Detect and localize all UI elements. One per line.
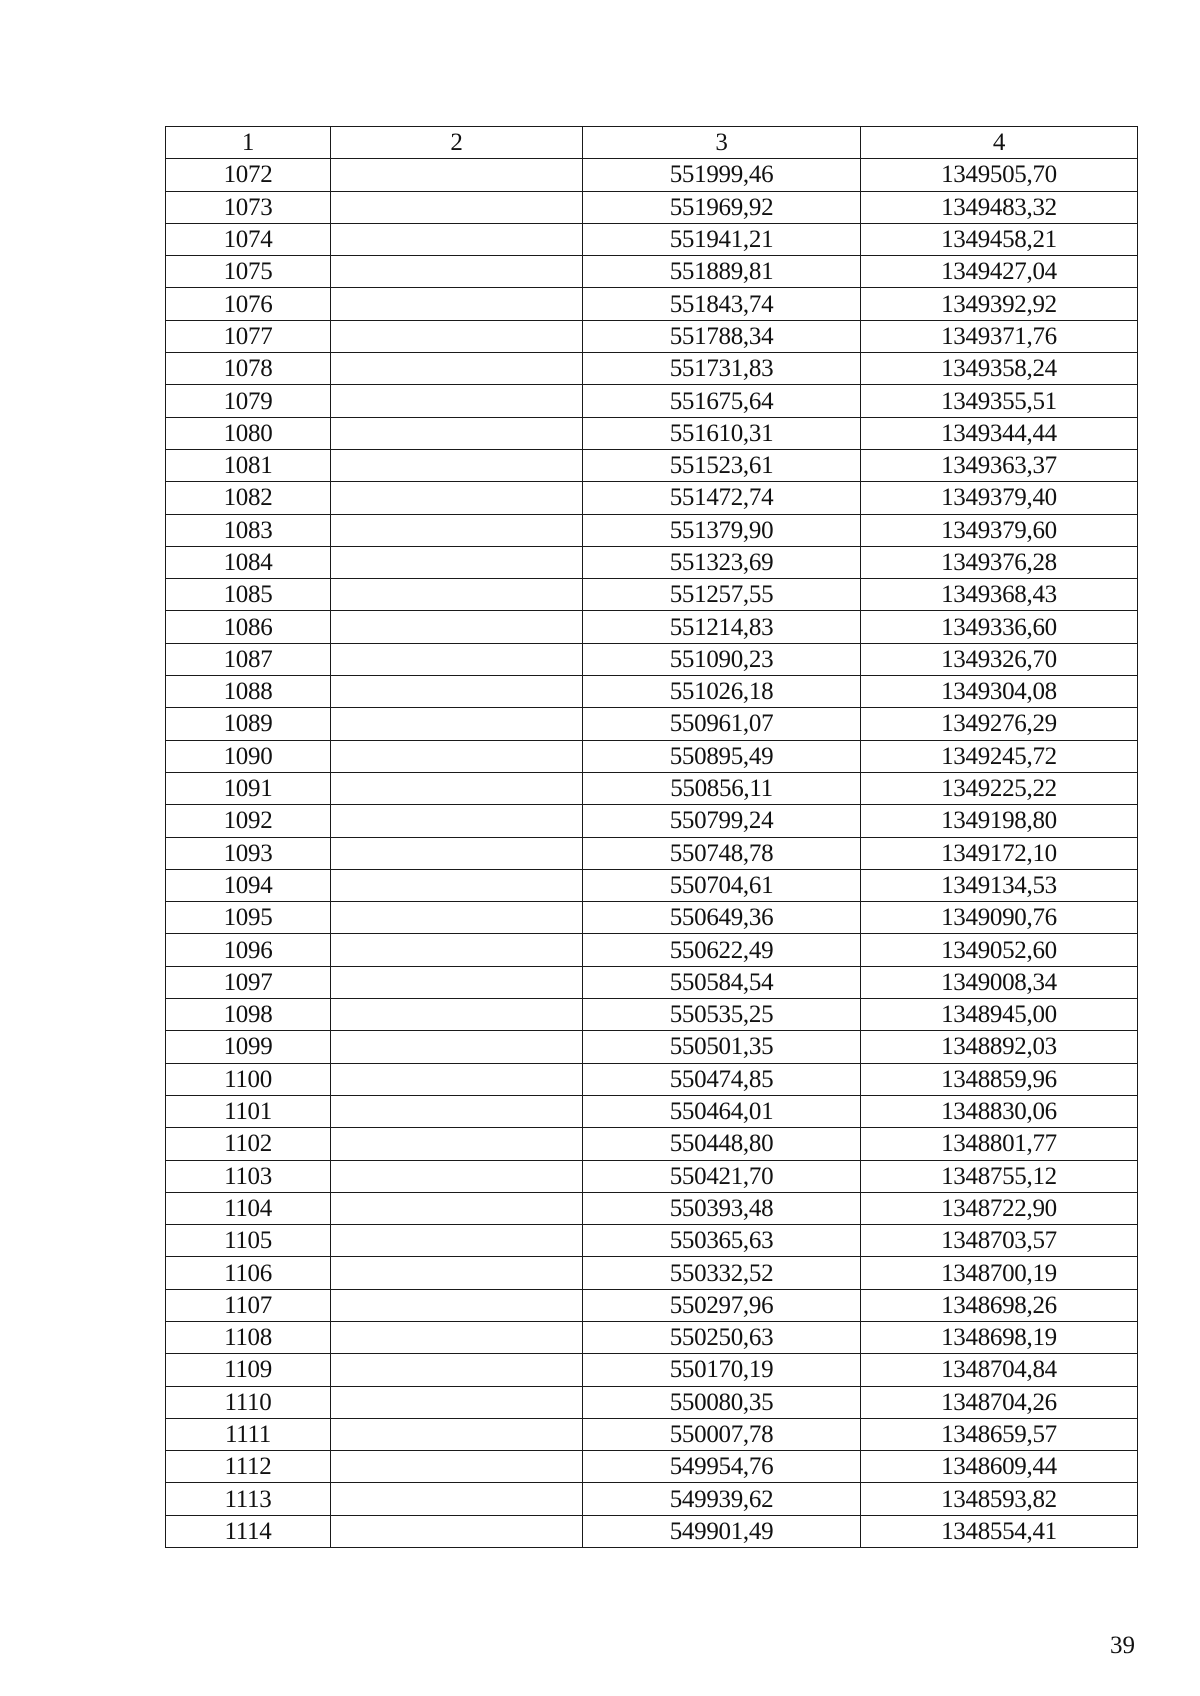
coordinates-table bbox=[165, 126, 1138, 1548]
description-cell bbox=[331, 966, 583, 998]
x-coordinate-cell: 550799,24 bbox=[583, 805, 861, 837]
table-row bbox=[166, 1128, 1138, 1160]
point-number-cell: 1084 bbox=[166, 546, 331, 578]
table-row bbox=[166, 999, 1138, 1031]
point-number-cell: 1114 bbox=[166, 1515, 331, 1547]
x-coordinate-cell: 550535,25 bbox=[583, 999, 861, 1031]
point-number-cell: 1085 bbox=[166, 579, 331, 611]
x-coordinate-cell: 551788,34 bbox=[583, 320, 861, 352]
x-coordinate-cell: 550365,63 bbox=[583, 1225, 861, 1257]
point-number-cell: 1111 bbox=[166, 1418, 331, 1450]
y-coordinate-cell: 1349355,51 bbox=[861, 385, 1138, 417]
description-cell bbox=[331, 837, 583, 869]
y-coordinate-cell: 1348593,82 bbox=[861, 1483, 1138, 1515]
table-row bbox=[166, 1354, 1138, 1386]
x-coordinate-cell: 550584,54 bbox=[583, 966, 861, 998]
y-coordinate-cell: 1349358,24 bbox=[861, 353, 1138, 385]
table-row bbox=[166, 256, 1138, 288]
point-number-cell: 1107 bbox=[166, 1289, 331, 1321]
table-row bbox=[166, 191, 1138, 223]
description-cell bbox=[331, 934, 583, 966]
point-number-cell: 1110 bbox=[166, 1386, 331, 1418]
point-number-cell: 1077 bbox=[166, 320, 331, 352]
description-cell bbox=[331, 902, 583, 934]
point-number-cell: 1094 bbox=[166, 869, 331, 901]
point-number-cell: 1105 bbox=[166, 1225, 331, 1257]
y-coordinate-cell: 1349304,08 bbox=[861, 676, 1138, 708]
x-coordinate-cell: 551999,46 bbox=[583, 159, 861, 191]
table-row bbox=[166, 902, 1138, 934]
description-cell bbox=[331, 676, 583, 708]
point-number-cell: 1093 bbox=[166, 837, 331, 869]
point-number-cell: 1112 bbox=[166, 1451, 331, 1483]
table-row bbox=[166, 579, 1138, 611]
description-cell bbox=[331, 772, 583, 804]
x-coordinate-cell: 549939,62 bbox=[583, 1483, 861, 1515]
x-coordinate-cell: 550856,11 bbox=[583, 772, 861, 804]
x-coordinate-cell: 551026,18 bbox=[583, 676, 861, 708]
table-row bbox=[166, 417, 1138, 449]
point-number-cell: 1106 bbox=[166, 1257, 331, 1289]
table-row bbox=[166, 611, 1138, 643]
y-coordinate-cell: 1348698,19 bbox=[861, 1321, 1138, 1353]
table-row bbox=[166, 676, 1138, 708]
x-coordinate-cell: 551472,74 bbox=[583, 482, 861, 514]
point-number-cell: 1082 bbox=[166, 482, 331, 514]
table-row bbox=[166, 740, 1138, 772]
y-coordinate-cell: 1349198,80 bbox=[861, 805, 1138, 837]
x-coordinate-cell: 551675,64 bbox=[583, 385, 861, 417]
x-coordinate-cell: 551214,83 bbox=[583, 611, 861, 643]
x-coordinate-cell: 550464,01 bbox=[583, 1095, 861, 1127]
point-number-cell: 1073 bbox=[166, 191, 331, 223]
description-cell bbox=[331, 1321, 583, 1353]
x-coordinate-cell: 551090,23 bbox=[583, 643, 861, 675]
description-cell bbox=[331, 256, 583, 288]
description-cell bbox=[331, 223, 583, 255]
header-cell-4: 4 bbox=[861, 127, 1138, 159]
y-coordinate-cell: 1349090,76 bbox=[861, 902, 1138, 934]
table-row bbox=[166, 1063, 1138, 1095]
table-row bbox=[166, 966, 1138, 998]
description-cell bbox=[331, 1418, 583, 1450]
table-row bbox=[166, 1418, 1138, 1450]
description-cell bbox=[331, 320, 583, 352]
y-coordinate-cell: 1348722,90 bbox=[861, 1192, 1138, 1224]
description-cell bbox=[331, 1515, 583, 1547]
table-row bbox=[166, 546, 1138, 578]
table-row bbox=[166, 1160, 1138, 1192]
y-coordinate-cell: 1348859,96 bbox=[861, 1063, 1138, 1095]
description-cell bbox=[331, 482, 583, 514]
description-cell bbox=[331, 1289, 583, 1321]
y-coordinate-cell: 1349483,32 bbox=[861, 191, 1138, 223]
description-cell bbox=[331, 1451, 583, 1483]
x-coordinate-cell: 551323,69 bbox=[583, 546, 861, 578]
y-coordinate-cell: 1348755,12 bbox=[861, 1160, 1138, 1192]
y-coordinate-cell: 1349245,72 bbox=[861, 740, 1138, 772]
table-row bbox=[166, 934, 1138, 966]
y-coordinate-cell: 1349276,29 bbox=[861, 708, 1138, 740]
table-row bbox=[166, 1451, 1138, 1483]
table-row bbox=[166, 837, 1138, 869]
point-number-cell: 1076 bbox=[166, 288, 331, 320]
x-coordinate-cell: 550961,07 bbox=[583, 708, 861, 740]
x-coordinate-cell: 549954,76 bbox=[583, 1451, 861, 1483]
x-coordinate-cell: 551889,81 bbox=[583, 256, 861, 288]
header-cell-2: 2 bbox=[331, 127, 583, 159]
y-coordinate-cell: 1349427,04 bbox=[861, 256, 1138, 288]
table-row bbox=[166, 288, 1138, 320]
table-row bbox=[166, 449, 1138, 481]
x-coordinate-cell: 550007,78 bbox=[583, 1418, 861, 1450]
point-number-cell: 1096 bbox=[166, 934, 331, 966]
y-coordinate-cell: 1348704,26 bbox=[861, 1386, 1138, 1418]
table-row bbox=[166, 1031, 1138, 1063]
x-coordinate-cell: 551843,74 bbox=[583, 288, 861, 320]
y-coordinate-cell: 1349379,40 bbox=[861, 482, 1138, 514]
description-cell bbox=[331, 353, 583, 385]
y-coordinate-cell: 1349505,70 bbox=[861, 159, 1138, 191]
x-coordinate-cell: 550622,49 bbox=[583, 934, 861, 966]
point-number-cell: 1102 bbox=[166, 1128, 331, 1160]
description-cell bbox=[331, 1160, 583, 1192]
y-coordinate-cell: 1349344,44 bbox=[861, 417, 1138, 449]
x-coordinate-cell: 550297,96 bbox=[583, 1289, 861, 1321]
point-number-cell: 1090 bbox=[166, 740, 331, 772]
point-number-cell: 1075 bbox=[166, 256, 331, 288]
description-cell bbox=[331, 546, 583, 578]
y-coordinate-cell: 1348830,06 bbox=[861, 1095, 1138, 1127]
description-cell bbox=[331, 805, 583, 837]
table-row bbox=[166, 159, 1138, 191]
description-cell bbox=[331, 1483, 583, 1515]
x-coordinate-cell: 549901,49 bbox=[583, 1515, 861, 1547]
point-number-cell: 1092 bbox=[166, 805, 331, 837]
point-number-cell: 1100 bbox=[166, 1063, 331, 1095]
point-number-cell: 1113 bbox=[166, 1483, 331, 1515]
description-cell bbox=[331, 611, 583, 643]
description-cell bbox=[331, 1354, 583, 1386]
header-cell-3: 3 bbox=[583, 127, 861, 159]
y-coordinate-cell: 1348703,57 bbox=[861, 1225, 1138, 1257]
y-coordinate-cell: 1348801,77 bbox=[861, 1128, 1138, 1160]
point-number-cell: 1081 bbox=[166, 449, 331, 481]
table-row bbox=[166, 1386, 1138, 1418]
x-coordinate-cell: 551941,21 bbox=[583, 223, 861, 255]
y-coordinate-cell: 1349134,53 bbox=[861, 869, 1138, 901]
x-coordinate-cell: 550501,35 bbox=[583, 1031, 861, 1063]
table-row bbox=[166, 385, 1138, 417]
table-row bbox=[166, 1483, 1138, 1515]
y-coordinate-cell: 1349172,10 bbox=[861, 837, 1138, 869]
description-cell bbox=[331, 417, 583, 449]
point-number-cell: 1109 bbox=[166, 1354, 331, 1386]
description-cell bbox=[331, 1095, 583, 1127]
header-row bbox=[166, 127, 1138, 159]
description-cell bbox=[331, 288, 583, 320]
description-cell bbox=[331, 514, 583, 546]
y-coordinate-cell: 1349363,37 bbox=[861, 449, 1138, 481]
x-coordinate-cell: 551257,55 bbox=[583, 579, 861, 611]
x-coordinate-cell: 550448,80 bbox=[583, 1128, 861, 1160]
y-coordinate-cell: 1348554,41 bbox=[861, 1515, 1138, 1547]
x-coordinate-cell: 550649,36 bbox=[583, 902, 861, 934]
y-coordinate-cell: 1348704,84 bbox=[861, 1354, 1138, 1386]
point-number-cell: 1101 bbox=[166, 1095, 331, 1127]
x-coordinate-cell: 550895,49 bbox=[583, 740, 861, 772]
y-coordinate-cell: 1349008,34 bbox=[861, 966, 1138, 998]
table-row bbox=[166, 223, 1138, 255]
description-cell bbox=[331, 1257, 583, 1289]
table-body bbox=[166, 127, 1138, 1548]
y-coordinate-cell: 1349336,60 bbox=[861, 611, 1138, 643]
y-coordinate-cell: 1349379,60 bbox=[861, 514, 1138, 546]
x-coordinate-cell: 550170,19 bbox=[583, 1354, 861, 1386]
table-row bbox=[166, 643, 1138, 675]
table-row bbox=[166, 1257, 1138, 1289]
y-coordinate-cell: 1348609,44 bbox=[861, 1451, 1138, 1483]
point-number-cell: 1074 bbox=[166, 223, 331, 255]
y-coordinate-cell: 1349376,28 bbox=[861, 546, 1138, 578]
y-coordinate-cell: 1348892,03 bbox=[861, 1031, 1138, 1063]
point-number-cell: 1104 bbox=[166, 1192, 331, 1224]
point-number-cell: 1103 bbox=[166, 1160, 331, 1192]
point-number-cell: 1097 bbox=[166, 966, 331, 998]
description-cell bbox=[331, 191, 583, 223]
x-coordinate-cell: 551523,61 bbox=[583, 449, 861, 481]
table-row bbox=[166, 482, 1138, 514]
description-cell bbox=[331, 643, 583, 675]
x-coordinate-cell: 550250,63 bbox=[583, 1321, 861, 1353]
point-number-cell: 1091 bbox=[166, 772, 331, 804]
x-coordinate-cell: 550080,35 bbox=[583, 1386, 861, 1418]
x-coordinate-cell: 551731,83 bbox=[583, 353, 861, 385]
description-cell bbox=[331, 740, 583, 772]
table-row bbox=[166, 1321, 1138, 1353]
table-row bbox=[166, 514, 1138, 546]
y-coordinate-cell: 1348700,19 bbox=[861, 1257, 1138, 1289]
x-coordinate-cell: 550748,78 bbox=[583, 837, 861, 869]
x-coordinate-cell: 550704,61 bbox=[583, 869, 861, 901]
description-cell bbox=[331, 1192, 583, 1224]
description-cell bbox=[331, 708, 583, 740]
x-coordinate-cell: 550421,70 bbox=[583, 1160, 861, 1192]
description-cell bbox=[331, 159, 583, 191]
description-cell bbox=[331, 1386, 583, 1418]
x-coordinate-cell: 550393,48 bbox=[583, 1192, 861, 1224]
header-cell-1: 1 bbox=[166, 127, 331, 159]
table-row bbox=[166, 772, 1138, 804]
point-number-cell: 1083 bbox=[166, 514, 331, 546]
point-number-cell: 1086 bbox=[166, 611, 331, 643]
y-coordinate-cell: 1349371,76 bbox=[861, 320, 1138, 352]
point-number-cell: 1108 bbox=[166, 1321, 331, 1353]
y-coordinate-cell: 1348659,57 bbox=[861, 1418, 1138, 1450]
y-coordinate-cell: 1349326,70 bbox=[861, 643, 1138, 675]
x-coordinate-cell: 550332,52 bbox=[583, 1257, 861, 1289]
point-number-cell: 1072 bbox=[166, 159, 331, 191]
point-number-cell: 1088 bbox=[166, 676, 331, 708]
point-number-cell: 1087 bbox=[166, 643, 331, 675]
table-row bbox=[166, 869, 1138, 901]
description-cell bbox=[331, 1225, 583, 1257]
description-cell bbox=[331, 1128, 583, 1160]
x-coordinate-cell: 551969,92 bbox=[583, 191, 861, 223]
y-coordinate-cell: 1349392,92 bbox=[861, 288, 1138, 320]
point-number-cell: 1089 bbox=[166, 708, 331, 740]
point-number-cell: 1098 bbox=[166, 999, 331, 1031]
table-row bbox=[166, 353, 1138, 385]
description-cell bbox=[331, 869, 583, 901]
table-row bbox=[166, 805, 1138, 837]
y-coordinate-cell: 1349225,22 bbox=[861, 772, 1138, 804]
y-coordinate-cell: 1349052,60 bbox=[861, 934, 1138, 966]
table-row bbox=[166, 1095, 1138, 1127]
x-coordinate-cell: 551379,90 bbox=[583, 514, 861, 546]
table-row bbox=[166, 1515, 1138, 1547]
table-row bbox=[166, 1225, 1138, 1257]
point-number-cell: 1080 bbox=[166, 417, 331, 449]
y-coordinate-cell: 1349368,43 bbox=[861, 579, 1138, 611]
x-coordinate-cell: 551610,31 bbox=[583, 417, 861, 449]
y-coordinate-cell: 1348945,00 bbox=[861, 999, 1138, 1031]
table-row bbox=[166, 708, 1138, 740]
point-number-cell: 1095 bbox=[166, 902, 331, 934]
x-coordinate-cell: 550474,85 bbox=[583, 1063, 861, 1095]
page-number: 39 bbox=[1110, 1632, 1135, 1659]
y-coordinate-cell: 1348698,26 bbox=[861, 1289, 1138, 1321]
table-row bbox=[166, 1192, 1138, 1224]
point-number-cell: 1099 bbox=[166, 1031, 331, 1063]
y-coordinate-cell: 1349458,21 bbox=[861, 223, 1138, 255]
table-row bbox=[166, 1289, 1138, 1321]
description-cell bbox=[331, 579, 583, 611]
description-cell bbox=[331, 1063, 583, 1095]
description-cell bbox=[331, 385, 583, 417]
table-row bbox=[166, 320, 1138, 352]
point-number-cell: 1079 bbox=[166, 385, 331, 417]
point-number-cell: 1078 bbox=[166, 353, 331, 385]
description-cell bbox=[331, 1031, 583, 1063]
description-cell bbox=[331, 449, 583, 481]
description-cell bbox=[331, 999, 583, 1031]
